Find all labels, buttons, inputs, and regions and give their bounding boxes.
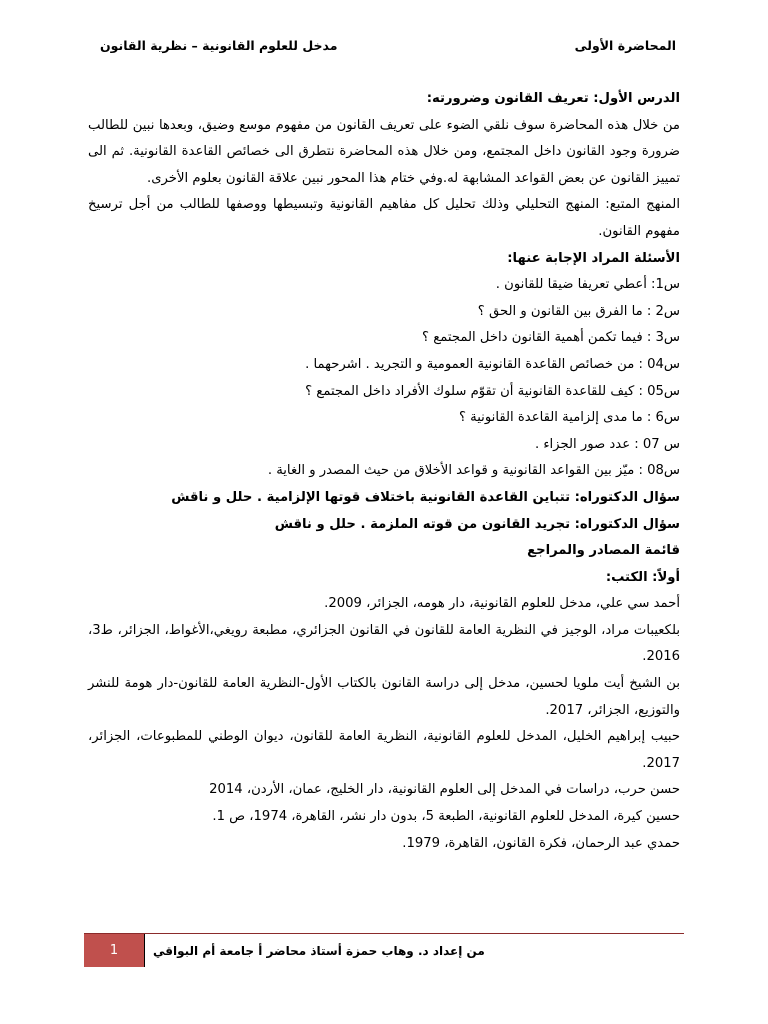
sources-title: قائمة المصادر والمراجع [527,543,680,559]
question-item: س04 : من خصائص القاعدة القانونية العمومية و التجريد . اشرحهما . [305,356,680,372]
book-reference: حمدي عبد الرحمان، فكرة القانون، القاهرة، 1979. [402,835,680,851]
header-course-title: مدخل للعلوم القانونية – نظرية القانون [100,38,338,53]
question-item: س2 : ما الفرق بين القانون و الحق ؟ [477,303,680,319]
questions-title: الأسئلة المراد الإجابة عنها: [507,250,680,266]
page-content [88,86,680,857]
book-reference: حسين كيرة، المدخل للعلوم القانونية، الطبعة 5، بدون دار نشر، القاهرة، 1974، ص 1. [212,809,680,825]
page-number: 1 [84,934,144,967]
book-reference: بن الشيخ أيت ملويا لحسين، مدخل إلى دراسة القانون بالكتاب الأول-النظرية العامة للقانون-دار هومة للنشر والتوزيع، الجزائر، 2017. [88,676,680,718]
page-footer [84,933,684,967]
book-reference: حسن حرب، دراسات في المدخل إلى العلوم القانونية، دار الخليج، عمان، الأردن، 2014 [209,782,680,798]
lesson-title: الدرس الأول: تعريف القانون وضرورته: [426,91,680,106]
question-item: س 07 : عدد صور الجزاء . [534,436,680,452]
doctorate-question: سؤال الدكتوراه: تتباين القاعدة القانونية باختلاف قوتها الإلزامية . حلل و ناقش [171,489,680,505]
question-item: س08 : ميّز بين القواعد القانونية و قواعد الأخلاق من حيث المصدر و الغاية . [267,463,680,479]
book-reference: حبيب إبراهيم الخليل، المدخل للعلوم القانونية، النظرية العامة للقانون، ديوان الوطني للمطبوعات، الجزائر، 2017. [88,729,680,771]
question-item: س05 : كيف للقاعدة القانونية أن تقوّم سلوك الأفراد داخل المجتمع ؟ [305,383,680,399]
doctorate-question: سؤال الدكتوراه: تجريد القانون من قوته الملزمة . حلل و ناقش [274,516,680,532]
question-item: س1: أعطي تعريفا ضيقا للقانون . [495,277,680,293]
books-title: أولاً: الكتب: [605,569,680,585]
question-item: س6 : ما مدى إلزامية القاعدة القانونية ؟ [458,410,680,426]
method-paragraph: المنهج المتبع: المنهج التحليلي وذلك تحليل كل مفاهيم القانونية وتبسيطها ووصفها للطالب من أجل ترسيخ مفهوم القانون. [88,197,680,239]
question-item: س3 : فيما تكمن أهمية القانون داخل المجتمع ؟ [422,330,680,346]
intro-paragraph: من خلال هذه المحاضرة سوف نلقي الضوء على تعريف القانون من مفهوم موسع وضيق، وبعدها نبين للطالب ضرورة وجود القانون داخل المجتمع، ومن خلال هذه المحاضرة نتطرق الى خصائص القاعدة القانونية. ثم الى تمييز القانون عن بعض القواعد المشابهة له.وفي ختام هذا المحور نبين علاقة القانون بعلوم الأخرى. [88,117,680,186]
book-reference: بلكعيبات مراد، الوجيز في النظرية العامة للقانون في القانون الجزائري، مطبعة رويغي،الأغواط، الجزائر، ط3، 2016. [88,622,680,665]
page-header [100,38,676,53]
book-reference: أحمد سي علي، مدخل للعلوم القانونية، دار هومه، الجزائر، 2009. [324,596,680,612]
header-lecture-label: المحاضرة الأولى [574,38,676,53]
footer-author: من إعداد د. وهاب حمزة أستاذ محاضر أ جامعة أم البواقي [144,934,684,967]
